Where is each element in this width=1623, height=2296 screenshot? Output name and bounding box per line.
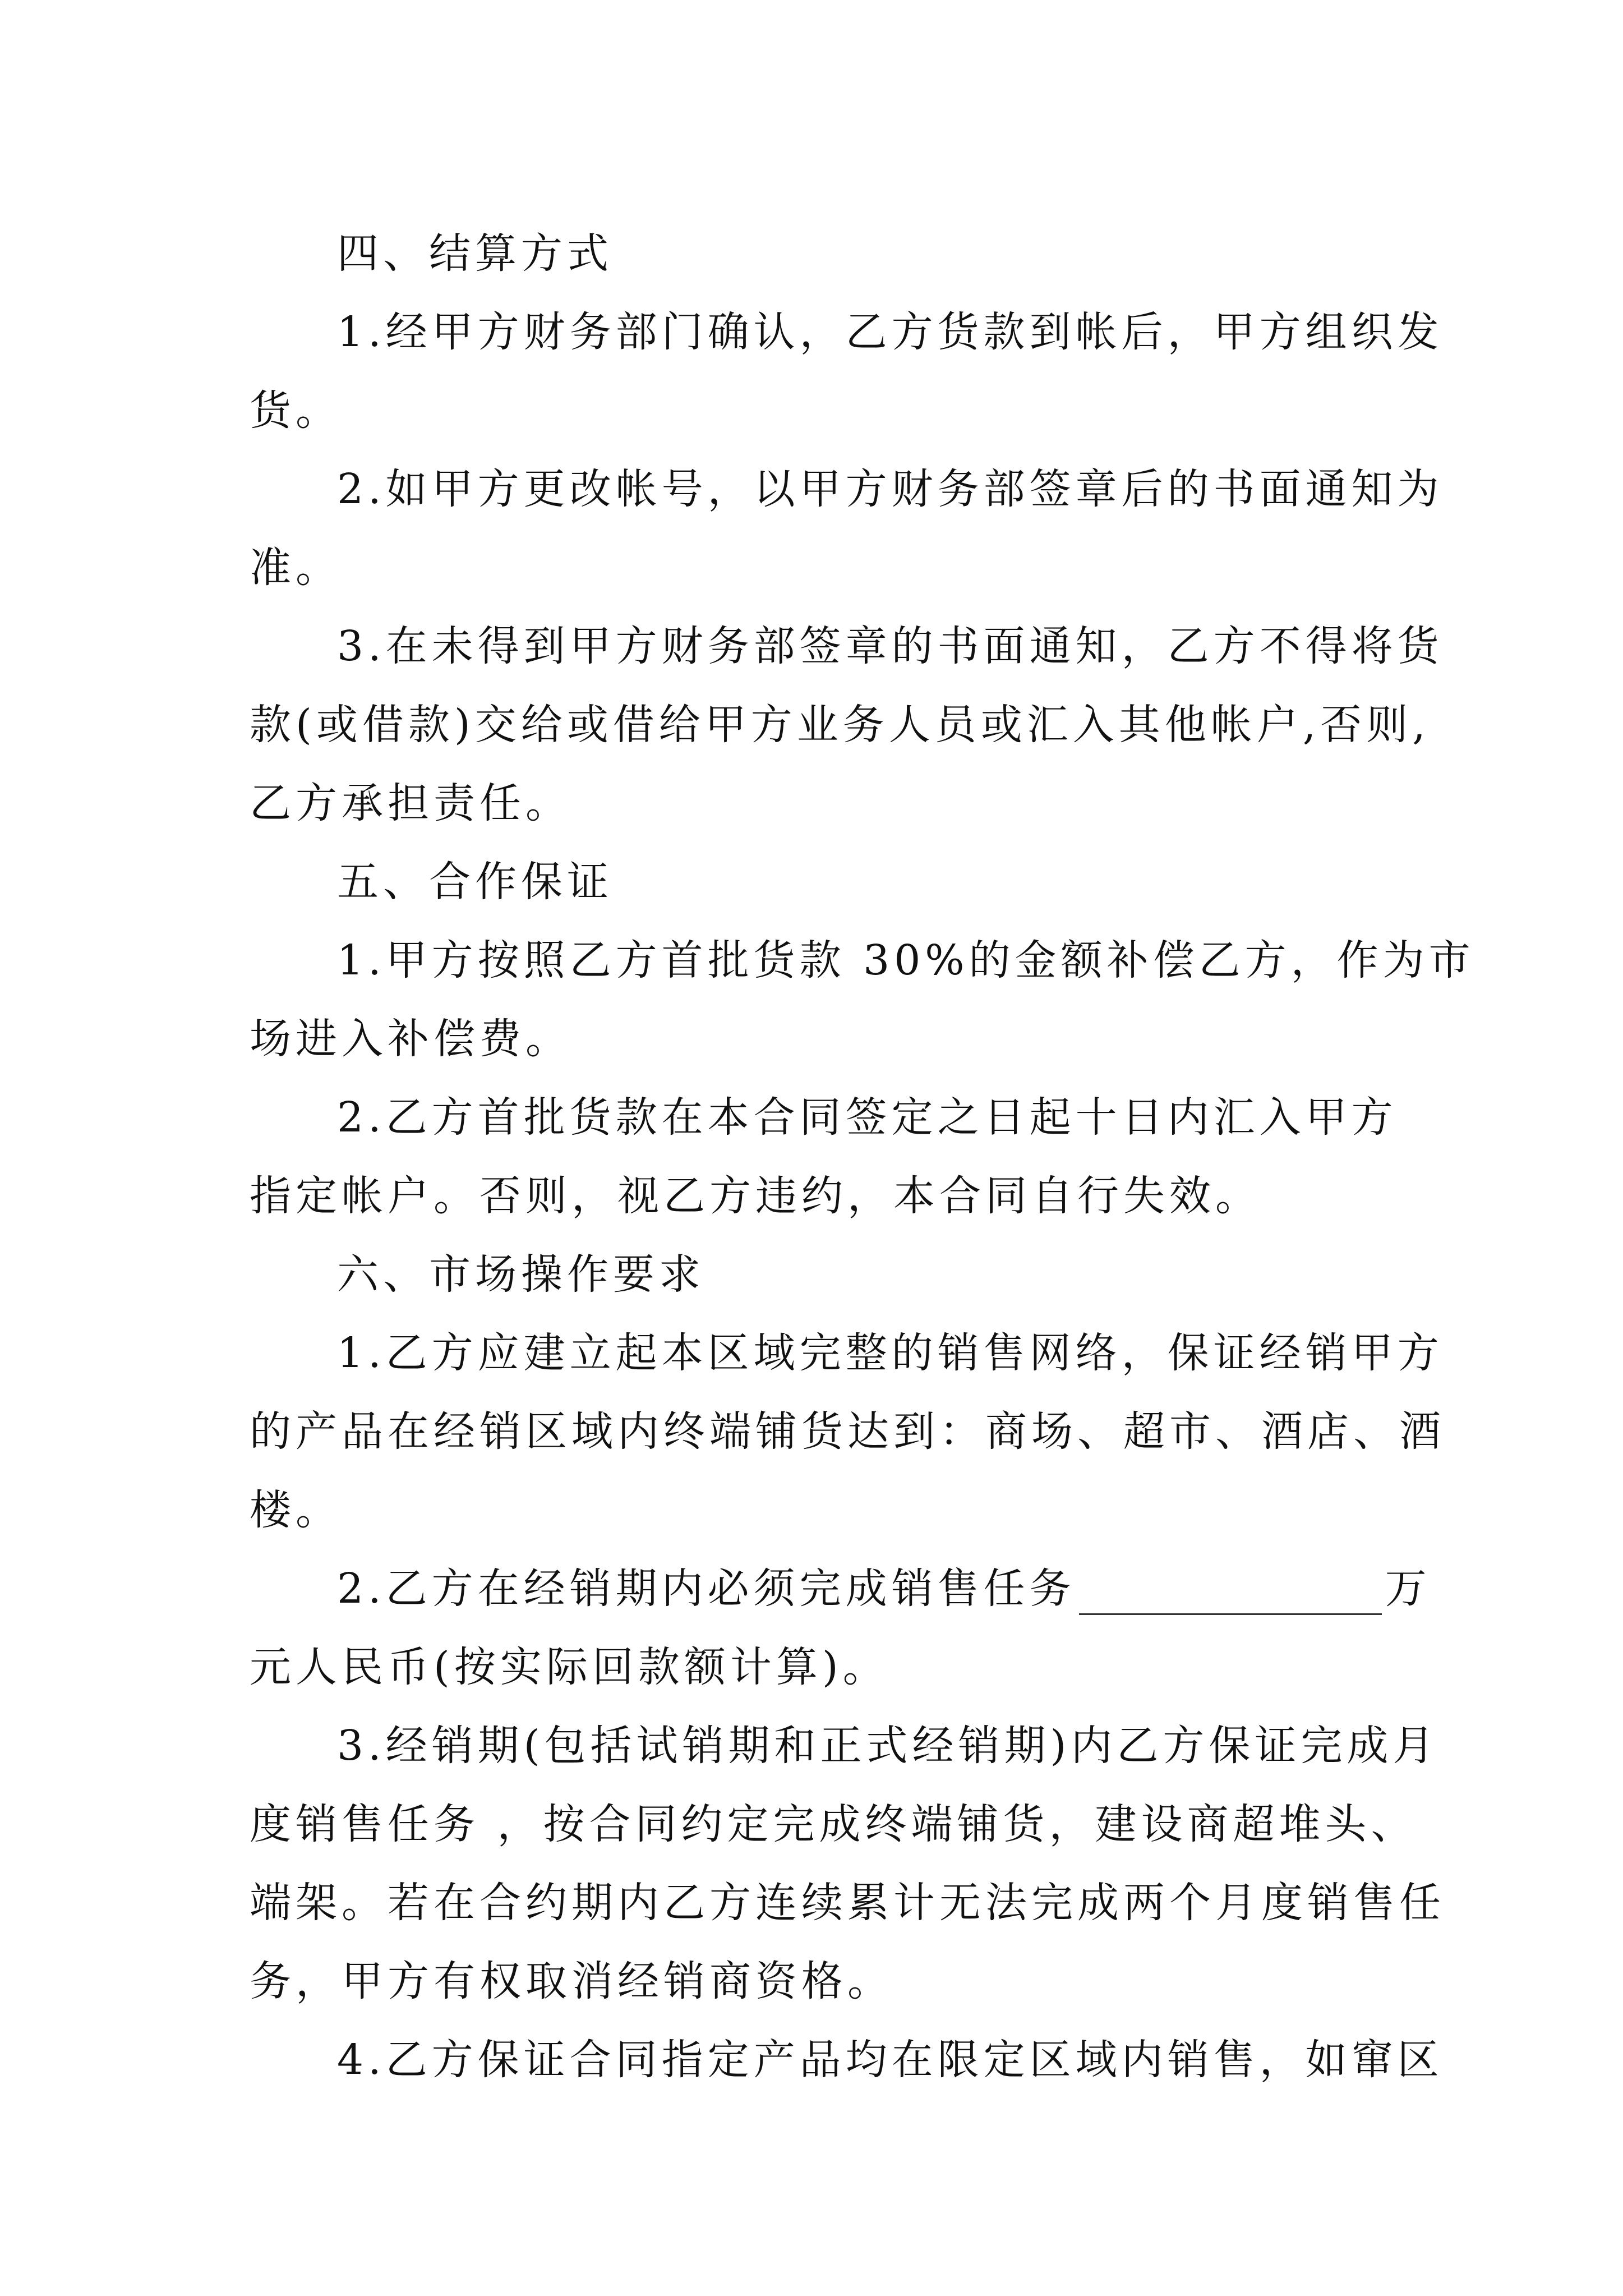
paragraph-text: 2.乙方在经销期内必须完成销售任务 xyxy=(337,1565,1076,1613)
paragraph-line: 指定帐户。否则，视乙方违约，本合同自行失效。 xyxy=(250,1172,1261,1220)
paragraph-line: 货。 xyxy=(250,386,342,435)
paragraph-line: 2.如甲方更改帐号，以甲方财务部签章后的书面通知为 xyxy=(337,465,1444,513)
paragraph-line: 3.经销期(包括试销期和正式经销期)内乙方保证完成月 xyxy=(337,1722,1439,1770)
paragraph-line: 乙方承担责任。 xyxy=(250,779,571,827)
paragraph-line: 端架。若在合约期内乙方连续累计无法完成两个月度销售任 xyxy=(250,1879,1445,1927)
paragraph-line: 场进入补偿费。 xyxy=(250,1015,571,1063)
paragraph-line: 度销售任务 ，按合同约定完成终端铺货，建设商超堆头、 xyxy=(250,1800,1417,1848)
paragraph-line: 元人民币(按实际回款额计算)。 xyxy=(250,1643,889,1691)
paragraph-line: 3.在未得到甲方财务部签章的书面通知，乙方不得将货 xyxy=(337,622,1444,670)
paragraph-line: 1.经甲方财务部门确认，乙方货款到帐后，甲方组织发 xyxy=(337,308,1444,356)
paragraph-line-with-blank xyxy=(250,1549,1431,1628)
paragraph-line: 准。 xyxy=(250,544,342,592)
section-heading-settlement: 四、结算方式 xyxy=(337,229,613,278)
paragraph-line: 1.甲方按照乙方首批货款 30%的金额补偿乙方，作为市 xyxy=(337,936,1475,984)
fill-in-blank xyxy=(1079,1568,1382,1615)
section-heading-market-requirements: 六、市场操作要求 xyxy=(337,1250,705,1299)
section-heading-cooperation: 五、合作保证 xyxy=(337,858,613,906)
paragraph-line: 务，甲方有权取消经销商资格。 xyxy=(250,1957,893,2005)
paragraph-line: 1.乙方应建立起本区域完整的销售网络，保证经销甲方 xyxy=(337,1329,1444,1377)
paragraph-line: 款(或借款)交给或借给甲方业务人员或汇入其他帐户,否则, xyxy=(250,701,1430,749)
document-body xyxy=(250,214,1475,2099)
paragraph-line: 2.乙方首批货款在本合同签定之日起十日内汇入甲方 xyxy=(337,1093,1398,1142)
paragraph-line: 楼。 xyxy=(250,1486,342,1534)
paragraph-line: 的产品在经销区域内终端铺货达到：商场、超市、酒店、酒 xyxy=(250,1407,1445,1456)
paragraph-text: 万 xyxy=(1385,1565,1431,1613)
paragraph-line: 4.乙方保证合同指定产品均在限定区域内销售，如窜区 xyxy=(337,2036,1444,2084)
